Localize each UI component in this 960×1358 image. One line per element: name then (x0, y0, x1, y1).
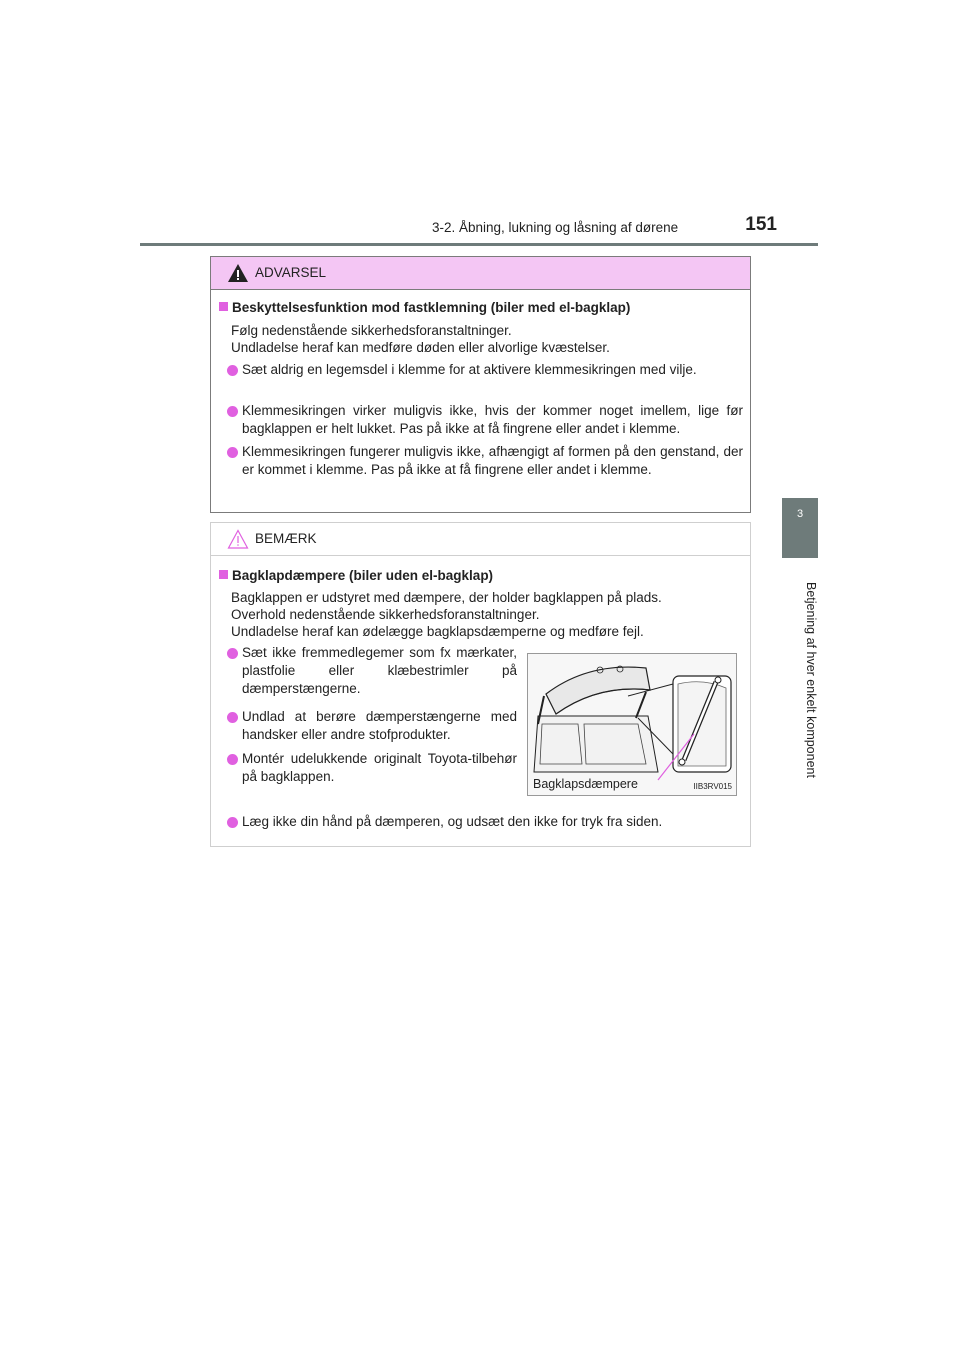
list-item: Undlad at berøre dæmperstængerne med handsker eller andre stofprodukter. (227, 708, 517, 744)
notice-header (211, 523, 750, 556)
list-item: Læg ikke din hånd på dæmperen, og udsæt den ikke for tryk fra siden. (227, 813, 743, 831)
bullet-icon (227, 712, 238, 723)
notice-box (210, 522, 751, 847)
list-item: Montér udelukkende originalt Toyota-tilbehør på bagklappen. (227, 750, 517, 786)
bullet-icon (227, 447, 238, 458)
list-item: Klemmesikringen fungerer muligvis ikke, afhængigt af formen på den genstand, der er kommet i klemme. Pas på ikke at få fingrene eller andet i klemme. (227, 443, 743, 479)
section-square-icon (219, 302, 228, 311)
tailgate-damper-illustration (527, 653, 737, 796)
chapter-title: 3-2. Åbning, lukning og låsning af dørene (432, 220, 679, 235)
chapter-tab-label: Betjening af hver enkelt komponent (804, 582, 818, 778)
bullet-icon (227, 754, 238, 765)
figure-code: IIB3RV015 (693, 782, 732, 791)
notice-label: BEMÆRK (255, 531, 317, 546)
bullet-icon (227, 406, 238, 417)
notice-intro-2: Overhold nedenstående sikkerhedsforanstaltninger. (231, 607, 540, 622)
warning-intro-1: Følg nedenstående sikkerhedsforanstaltninger. (231, 323, 512, 338)
notice-intro-1: Bagklappen er udstyret med dæmpere, der holder bagklappen på plads. (231, 590, 662, 605)
header-rule (140, 243, 818, 246)
bullet-icon (227, 648, 238, 659)
section-square-icon (219, 570, 228, 579)
tailgate-drawing (528, 654, 736, 795)
figure-callout-label: Bagklapsdæmpere (533, 777, 638, 791)
bullet-icon (227, 365, 238, 376)
warning-section-title: Beskyttelsesfunktion mod fastklemning (biler med el-bagklap) (219, 300, 630, 315)
notice-section-title: Bagklapdæmpere (biler uden el-bagklap) (219, 568, 493, 583)
chapter-tab: 3 (782, 498, 818, 558)
warning-box (210, 256, 751, 513)
bullet-icon (227, 817, 238, 828)
caution-triangle-icon (227, 529, 249, 549)
list-item: Sæt ikke fremmedlegemer som fx mærkater, plastfolie eller klæbestrimler på dæmperstængerne. (227, 644, 517, 698)
warning-label: ADVARSEL (255, 265, 327, 280)
warning-header (211, 257, 750, 290)
page-header (432, 214, 777, 244)
page-number: 151 (745, 214, 777, 235)
list-item: Sæt aldrig en legemsdel i klemme for at aktivere klemmesikringen med vilje. (227, 361, 743, 379)
warning-triangle-icon (227, 263, 249, 283)
warning-intro-2: Undladelse heraf kan medføre døden eller alvorlige kvæstelser. (231, 340, 610, 355)
notice-intro-3: Undladelse heraf kan ødelægge bagklapsdæmperne og medføre fejl. (231, 624, 644, 639)
list-item: Klemmesikringen virker muligvis ikke, hvis der kommer noget imellem, lige før bagklappen er helt lukket. Pas på ikke at få fingrene eller andet i klemme. (227, 402, 743, 438)
